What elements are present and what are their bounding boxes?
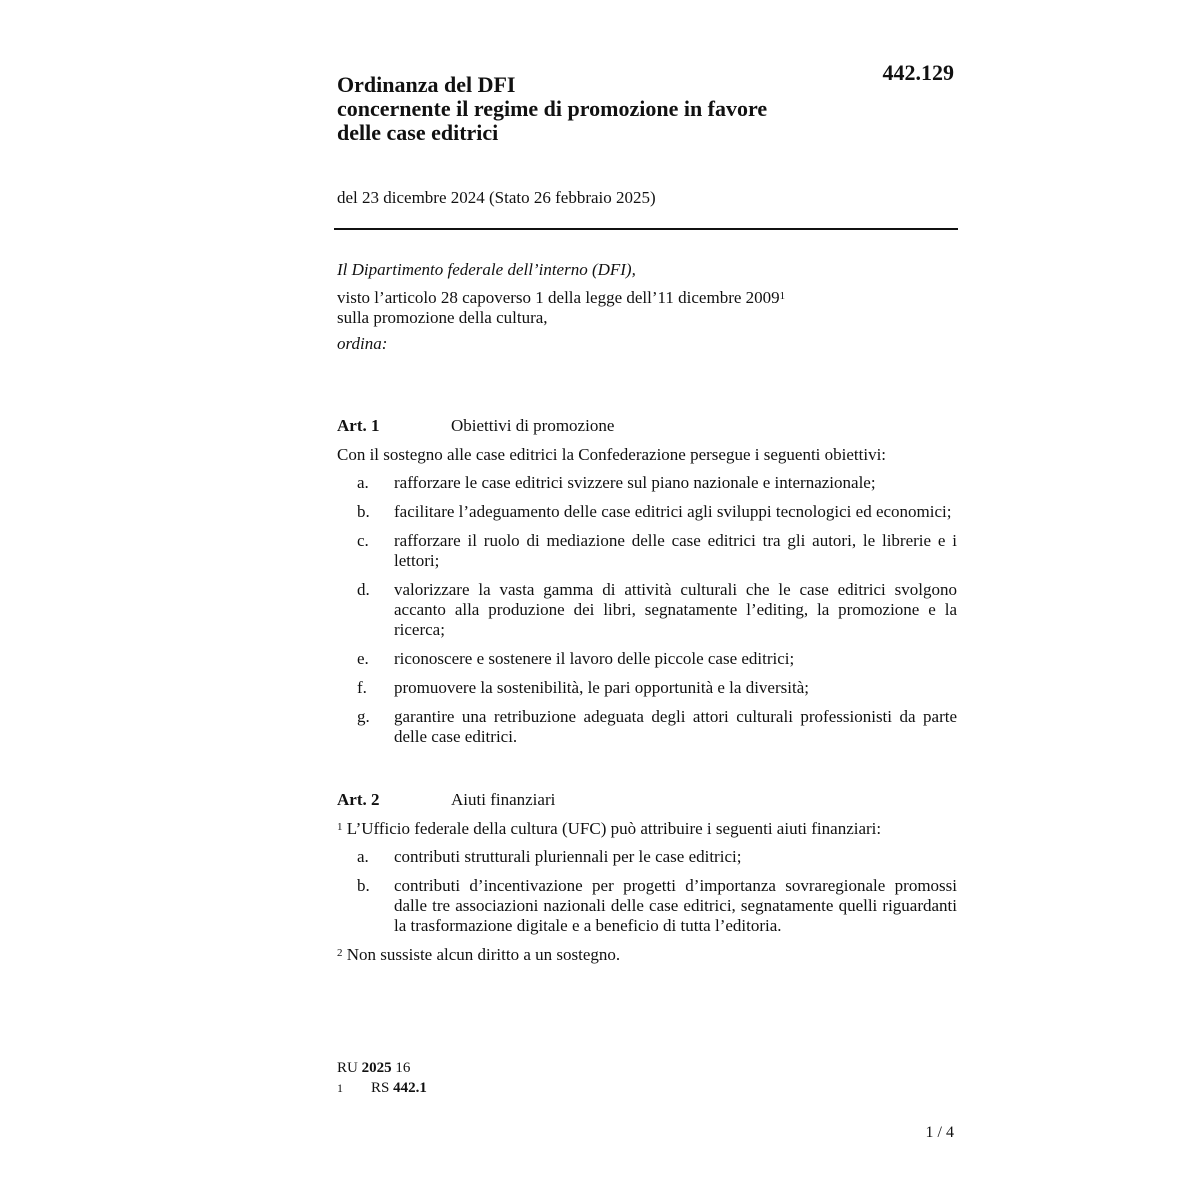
item-letter: a. (357, 473, 369, 492)
item-letter: d. (357, 580, 370, 599)
item-letter: f. (357, 678, 367, 697)
item-text: contributi strutturali pluriennali per le case editrici; (394, 847, 742, 866)
item-text: contributi d’incentivazione per progetti d’importanza sovraregionale promossi dalle tre associazioni nazionali delle case editrici, segnatamente quelli riguardanti la trasformazione digitale e a beneficio di tutta l’editoria. (394, 876, 957, 935)
footnote-prefix: RS (371, 1080, 390, 1096)
item-letter: e. (357, 649, 369, 668)
item-text: valorizzare la vasta gamma di attività culturali che le case editrici svolgono accanto alla produzione dei libri, segnatamente l’editing, la promozione e la ricerca; (394, 580, 957, 639)
list-item (337, 876, 957, 936)
list-item (337, 531, 957, 571)
paragraph-number: 1 (337, 821, 343, 833)
article-1 (337, 416, 957, 756)
footer-notes (337, 1058, 427, 1098)
list-item (337, 473, 957, 493)
ru-year: 2025 (361, 1060, 392, 1076)
preamble-basis-line2: sulla promozione della cultura, (337, 308, 548, 327)
paragraph-number: 2 (337, 947, 343, 959)
article-intro: Con il sostegno alle case editrici la Confederazione persegue i seguenti obiettivi: (337, 445, 887, 464)
preamble-basis (337, 288, 957, 308)
item-letter: a. (357, 847, 369, 866)
item-text: facilitare l’adeguamento delle case editrici agli sviluppi tecnologici ed economici; (394, 502, 952, 521)
ru-prefix: RU (337, 1060, 358, 1076)
date-line: del 23 dicembre 2024 (Stato 26 febbraio 2025) (337, 188, 656, 207)
objectives-list (337, 473, 957, 747)
official-compilation-ref (337, 1058, 427, 1078)
article-heading (337, 790, 957, 810)
footnote-mark: 1 (337, 1081, 343, 1095)
footnote-text (371, 1078, 427, 1098)
footnote-link[interactable]: 442.1 (393, 1080, 427, 1096)
paragraph-2 (337, 945, 957, 965)
preamble-authority: Il Dipartimento federale dell’interno (DFI), (337, 260, 636, 279)
sr-number: 442.129 (882, 60, 954, 85)
preamble-decree: ordina: (337, 334, 388, 353)
paragraph-text: Non sussiste alcun diritto a un sostegno. (346, 945, 621, 964)
list-item (337, 502, 957, 522)
item-letter: g. (357, 707, 370, 726)
article-title: Aiuti finanziari (451, 790, 556, 809)
paragraph-text: L’Ufficio federale della cultura (UFC) può attribuire i seguenti aiuti finanziari: (346, 819, 882, 838)
list-item (337, 707, 957, 747)
article-heading (337, 416, 957, 436)
article-2 (337, 790, 957, 965)
item-letter: b. (357, 502, 370, 521)
item-text: riconoscere e sostenere il lavoro delle piccole case editrici; (394, 649, 795, 668)
footnote-reference[interactable]: 1 (779, 290, 786, 302)
paragraph-1 (337, 819, 957, 839)
item-letter: b. (357, 876, 370, 895)
title-line: concernente il regime di promozione in favore (337, 96, 768, 121)
financial-aid-list (337, 847, 957, 936)
list-item (337, 649, 957, 669)
item-text: garantire una retribuzione adeguata degli attori culturali professionisti da parte delle case editrici. (394, 707, 957, 746)
preamble-basis-line1: visto l’articolo 28 capoverso 1 della legge dell’11 dicembre 2009 (337, 288, 780, 307)
footnote (337, 1078, 427, 1098)
item-text: rafforzare il ruolo di mediazione delle case editrici tra gli autori, le librerie e i lettori; (394, 531, 957, 570)
list-item (337, 678, 957, 698)
header-rule (334, 228, 958, 230)
item-text: promuovere la sostenibilità, le pari opportunità e la diversità; (394, 678, 809, 697)
title-line: Ordinanza del DFI (337, 72, 516, 97)
page-number: 1 / 4 (925, 1124, 954, 1141)
article-number: Art. 2 (337, 790, 380, 809)
article-number: Art. 1 (337, 416, 380, 435)
ru-page: 16 (395, 1060, 411, 1076)
ordinance-title (337, 73, 857, 145)
item-text: rafforzare le case editrici svizzere sul piano nazionale e internazionale; (394, 473, 876, 492)
list-item (337, 580, 957, 640)
list-item (337, 847, 957, 867)
item-letter: c. (357, 531, 369, 550)
title-line: delle case editrici (337, 120, 499, 145)
article-title: Obiettivi di promozione (451, 416, 615, 435)
preamble (337, 260, 957, 354)
